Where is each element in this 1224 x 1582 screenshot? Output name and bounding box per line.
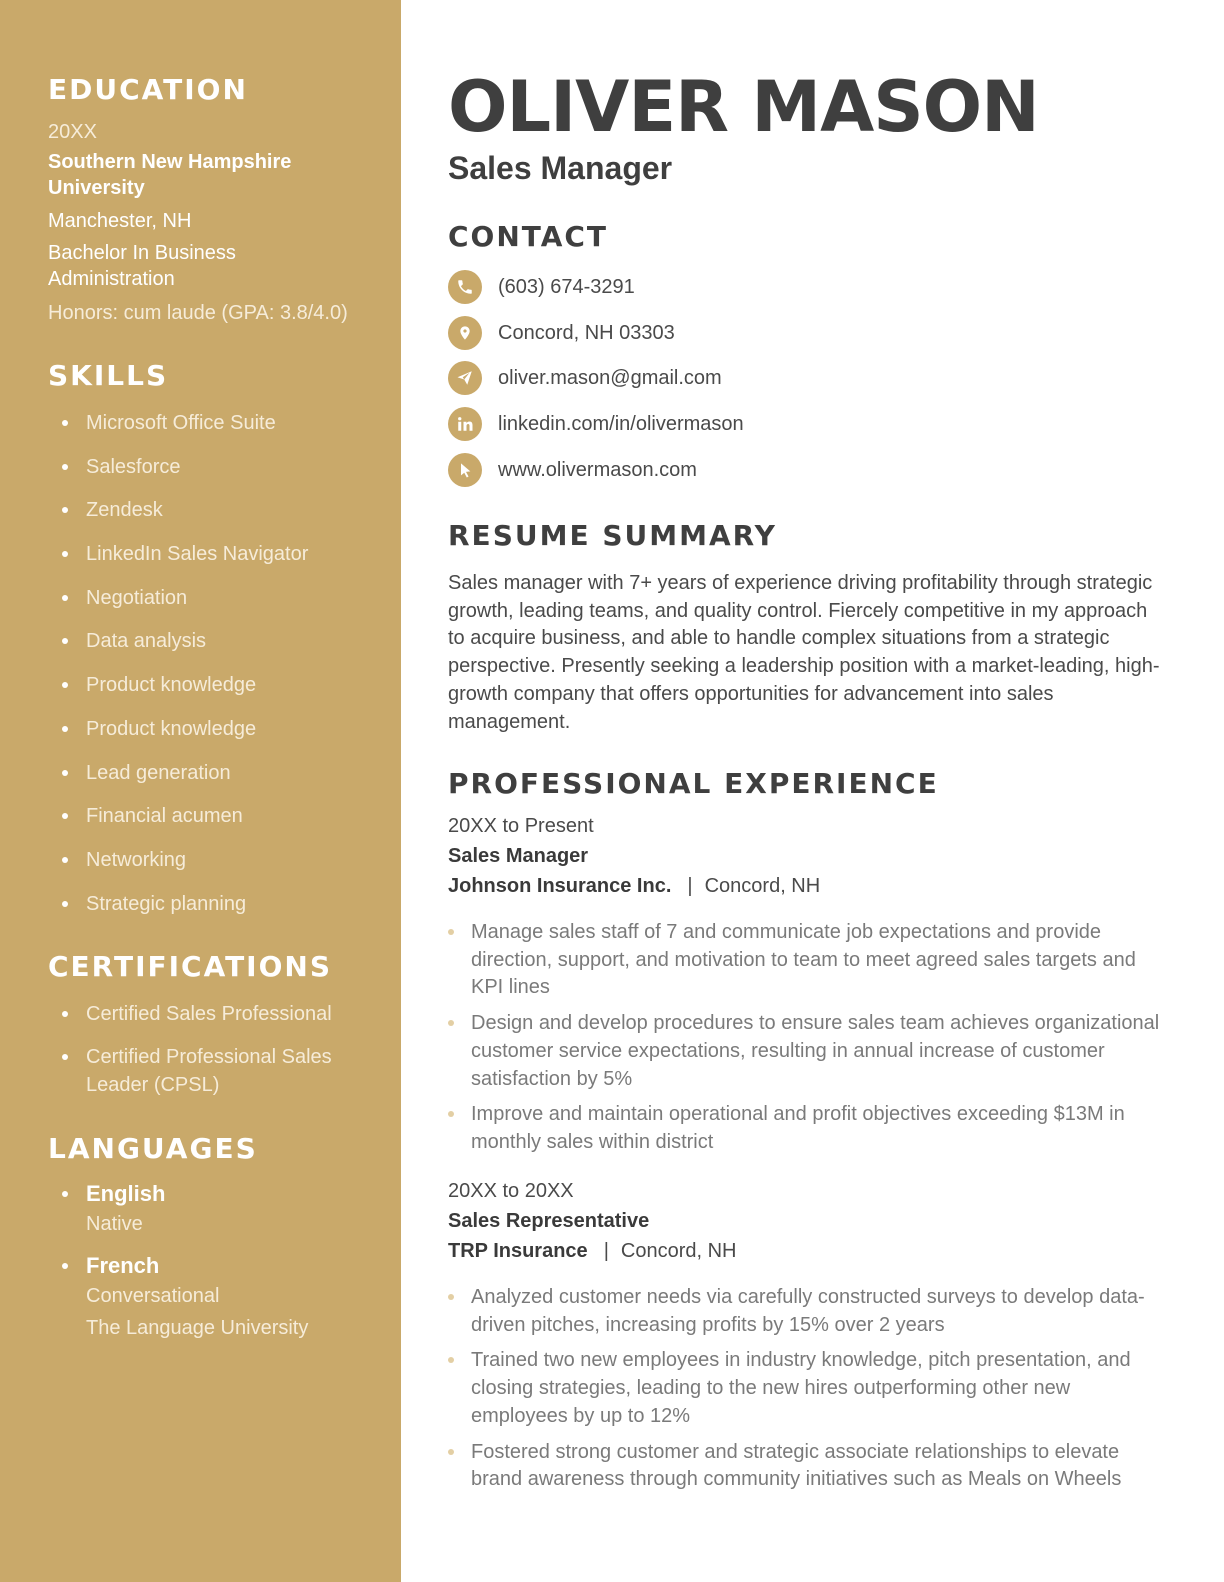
skill-item: Data analysis	[62, 627, 382, 655]
job-1-location: Concord, NH	[704, 875, 821, 897]
education-location: Manchester, NH	[48, 210, 192, 232]
contact-website-text: www.olivermason.com	[498, 458, 697, 481]
skill-item: Salesforce	[62, 453, 382, 481]
location-pin-icon	[448, 316, 482, 350]
skill-item: LinkedIn Sales Navigator	[62, 540, 382, 568]
education-honors: Honors: cum laude (GPA: 3.8/4.0)	[48, 302, 348, 324]
job-1-bullet: Design and develop procedures to ensure sales team achieves organizational customer service expectations, resulting in annual increase of customer satisfaction by 5%	[448, 1010, 1168, 1093]
job-1-bullet: Manage sales staff of 7 and communicate job expectations and provide direction, support, and motivation to team to meet agreed sales targets and KPI lines	[448, 919, 1168, 1002]
certifications-list	[62, 1000, 362, 1114]
candidate-name: OLIVER MASON	[448, 66, 1039, 148]
job-1-bullets	[448, 919, 1168, 1165]
job-2-bullet: Trained two new employees in industry knowledge, pitch presentation, and closing strategies, leading to the new hires outperforming other new employees by up to 12%	[448, 1347, 1168, 1430]
skill-item: Product knowledge	[62, 715, 382, 743]
education-school: Southern New Hampshire University	[48, 151, 292, 199]
job-1-company-line	[448, 875, 820, 898]
job-1-dates: 20XX to Present	[448, 815, 594, 837]
language-item	[62, 1252, 382, 1344]
job-2-dates: 20XX to 20XX	[448, 1180, 574, 1202]
job-1-role: Sales Manager	[448, 845, 589, 867]
candidate-job-title: Sales Manager	[448, 150, 673, 186]
experience-heading: PROFESSIONAL EXPERIENCE	[448, 767, 939, 800]
languages-list	[62, 1180, 382, 1356]
summary-heading: RESUME SUMMARY	[448, 519, 777, 552]
language-name: French	[86, 1253, 160, 1278]
job-2-bullet: Analyzed customer needs via carefully constructed surveys to develop data-driven pitches, increasing profits by 15% over 2 years	[448, 1284, 1168, 1339]
summary-text: Sales manager with 7+ years of experience driving profitability through strategic growth, leading teams, and quality control. Fiercely competitive in my approach to acquire business, and able to handle complex situations from a strategic perspective. Presently seeking a leadership position with a market-leading, high-growth company that offers opportunities for advancement into sales management.	[448, 572, 1160, 733]
linkedin-icon	[448, 407, 482, 441]
contact-address	[448, 316, 675, 350]
contact-email-text: oliver.mason@gmail.com	[498, 366, 722, 389]
skill-item: Negotiation	[62, 584, 382, 612]
cursor-pointer-icon	[448, 453, 482, 487]
job-2-role: Sales Representative	[448, 1210, 650, 1232]
skill-item: Product knowledge	[62, 671, 382, 699]
job-2-bullets	[448, 1284, 1168, 1502]
language-note: The Language University	[86, 1317, 309, 1339]
contact-address-text: Concord, NH 03303	[498, 321, 675, 344]
contact-heading: CONTACT	[448, 220, 609, 253]
email-send-icon	[448, 361, 482, 395]
contact-website[interactable]	[448, 453, 697, 487]
job-2-location: Concord, NH	[620, 1240, 737, 1262]
job-1-bullet: Improve and maintain operational and profit objectives exceeding $13M in monthly sales within district	[448, 1101, 1168, 1156]
skills-heading: SKILLS	[48, 359, 169, 392]
skill-item: Microsoft Office Suite	[62, 409, 382, 437]
phone-icon	[448, 270, 482, 304]
education-year: 20XX	[48, 121, 97, 143]
job-2-company-line	[448, 1240, 737, 1263]
skill-item: Lead generation	[62, 759, 382, 787]
job-2-company: TRP Insurance	[448, 1240, 588, 1262]
certification-item: Certified Sales Professional	[62, 1000, 362, 1028]
sidebar	[0, 0, 401, 1582]
skill-item: Strategic planning	[62, 890, 382, 918]
language-item	[62, 1180, 382, 1240]
contact-linkedin-text: linkedin.com/in/olivermason	[498, 412, 744, 435]
skill-item: Networking	[62, 846, 382, 874]
contact-phone[interactable]	[448, 270, 635, 304]
contact-email[interactable]	[448, 361, 722, 395]
skill-item: Zendesk	[62, 496, 382, 524]
job-1-company: Johnson Insurance Inc.	[448, 875, 672, 897]
job-2-bullet: Fostered strong customer and strategic associate relationships to elevate brand awareness through community initiatives such as Meals on Wheels	[448, 1439, 1168, 1494]
skill-item: Financial acumen	[62, 802, 382, 830]
languages-heading: LANGUAGES	[48, 1132, 258, 1165]
contact-linkedin[interactable]	[448, 407, 744, 441]
certifications-heading: CERTIFICATIONS	[48, 950, 333, 983]
education-heading: EDUCATION	[48, 73, 248, 106]
skills-list	[62, 409, 382, 933]
job-1-separator: |	[687, 875, 693, 897]
language-name: English	[86, 1181, 166, 1206]
job-2-separator: |	[603, 1240, 609, 1262]
language-level: Native	[86, 1213, 143, 1235]
education-degree: Bachelor In Business Administration	[48, 242, 236, 290]
contact-phone-text: (603) 674-3291	[498, 275, 635, 298]
language-level: Conversational	[86, 1285, 220, 1307]
certification-item: Certified Professional Sales Leader (CPSL)	[62, 1043, 362, 1099]
